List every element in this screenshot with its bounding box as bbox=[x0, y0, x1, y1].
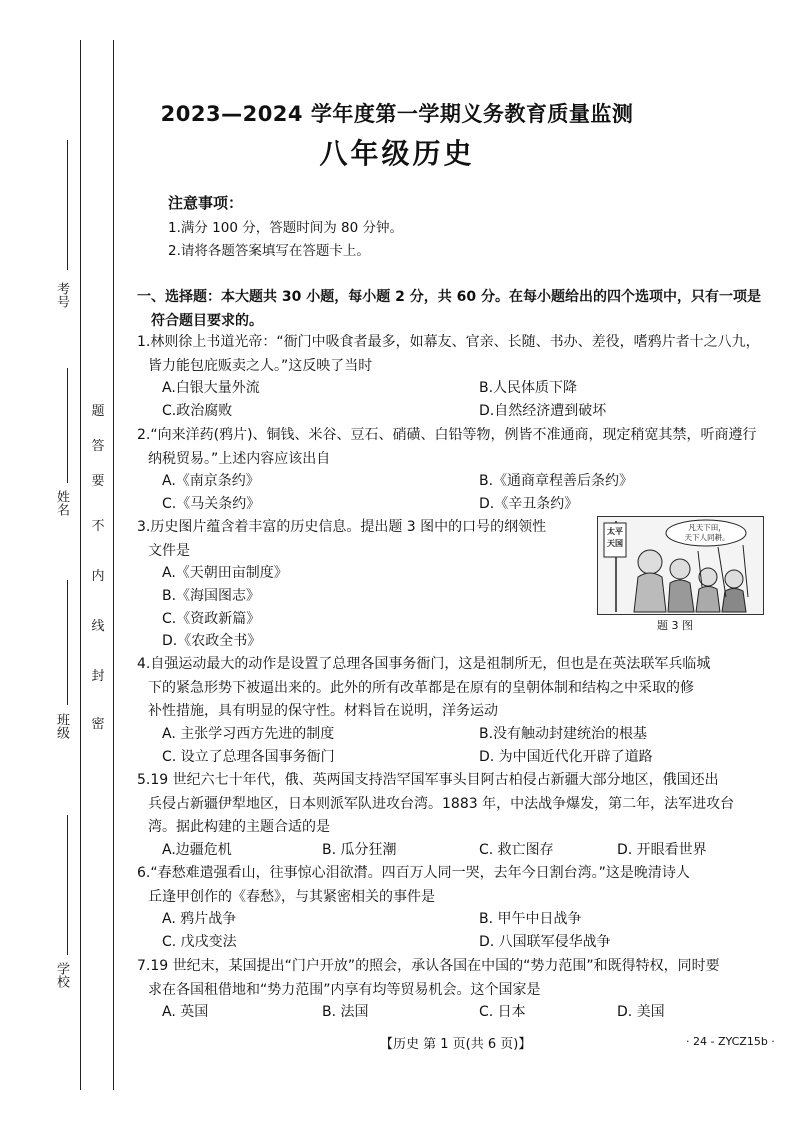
q3-option-d: D.《农政全书》 bbox=[162, 633, 262, 649]
q1-option-c: C.政治腐败 bbox=[162, 403, 233, 419]
figure-caption: 题 3 图 bbox=[657, 619, 693, 632]
subject-title: 八年级历史 bbox=[319, 137, 475, 170]
slogan-line: 天下人同耕。 bbox=[684, 533, 730, 542]
q7-option-b: B. 法国 bbox=[322, 1004, 369, 1020]
binding-line-inner bbox=[113, 40, 114, 1090]
stem-line: 丘逢甲创作的《春愁》，与其紧密相关的事件是 bbox=[148, 888, 435, 905]
q7-option-c: C. 日本 bbox=[479, 1004, 526, 1020]
notes-heading: 注意事项： bbox=[168, 194, 244, 212]
stem-line: 下的紧急形势下被逼出来的。此外的所有改革都是在原有的皇朝体制和结构之中采取的修 bbox=[148, 679, 694, 696]
question-1-stem bbox=[137, 331, 767, 378]
seal-char: 线 bbox=[91, 619, 105, 634]
stem-line: 皆力能包庇贩卖之人。”这反映了当时 bbox=[148, 357, 373, 374]
binding-line-outer bbox=[80, 40, 81, 1090]
q4-option-a: A. 主张学习西方先进的制度 bbox=[162, 726, 335, 742]
question-3-figure bbox=[597, 516, 764, 615]
stem-line: 6.“春愁难遣强看山，往事惊心泪欲潸。四百万人同一哭，去年今日割台湾。”这是晚清诗人 bbox=[137, 865, 690, 881]
question-4-stem bbox=[137, 653, 767, 724]
figure-flag-text bbox=[607, 526, 623, 550]
stem-line: 求在各国租借地和“势力范围”内享有均等贸易机会。这个国家是 bbox=[148, 981, 541, 998]
q4-option-d: D. 为中国近代化开辟了道路 bbox=[479, 749, 653, 765]
q4-option-c: C. 设立了总理各国事务衙门 bbox=[162, 749, 335, 765]
field-label-school: 学校 bbox=[54, 962, 69, 988]
q6-option-b: B. 甲午中日战争 bbox=[479, 911, 582, 927]
seal-char: 不 bbox=[91, 519, 105, 534]
field-blank-class bbox=[67, 580, 68, 705]
q6-option-d: D. 八国联军侵华战争 bbox=[479, 934, 611, 950]
flag-text-line: 天国 bbox=[607, 539, 623, 548]
question-5-stem bbox=[137, 769, 767, 840]
paper-code: · 24 - ZYCZ15b · bbox=[686, 1035, 775, 1048]
q2-option-c: C.《马关条约》 bbox=[162, 496, 261, 512]
flag-text-line: 太平 bbox=[607, 527, 623, 536]
stem-line: 7.19 世纪末，某国提出“门户开放”的照会，承认各国在中国的“势力范围”和既得特权，同时要 bbox=[137, 958, 720, 974]
q1-option-b: B.人民体质下降 bbox=[479, 380, 578, 396]
q7-option-d: D. 美国 bbox=[617, 1004, 665, 1020]
seal-char: 题 bbox=[91, 404, 105, 419]
stem-line: 2.“向来洋药(鸦片)、铜钱、米谷、豆石、硝磺、白铅等物，例皆不准通商，现定稍宽其禁，听商遵行 bbox=[137, 427, 757, 443]
section-heading-line: 符合题目要求的。 bbox=[151, 312, 263, 329]
stem-line: 文件是 bbox=[148, 542, 190, 559]
q1-option-d: D.自然经济遭到破坏 bbox=[479, 403, 607, 419]
field-label-name: 姓名 bbox=[54, 490, 69, 516]
seal-char: 内 bbox=[91, 569, 105, 584]
seal-char: 答 bbox=[91, 439, 105, 454]
q5-option-d: D. 开眼看世界 bbox=[617, 842, 707, 858]
field-label-exam-number: 考号 bbox=[54, 282, 69, 308]
stem-line: 3.历史图片蕴含着丰富的历史信息。提出题 3 图中的口号的纲领性 bbox=[137, 519, 547, 535]
q1-option-a: A.白银大量外流 bbox=[162, 380, 260, 396]
section-heading-line: 一、选择题：本大题共 30 小题，每小题 2 分，共 60 分。在每小题给出的四个选项中，只有一项是 bbox=[137, 289, 761, 305]
slogan-line: 凡天下田， bbox=[688, 523, 726, 532]
q6-option-c: C. 戊戌变法 bbox=[162, 934, 237, 950]
stem-line: 兵侵占新疆伊犁地区，日本则派军队进攻台湾。1883 年，中法战争爆发，第二年，法军进攻台 bbox=[148, 795, 735, 812]
note-item: 2.请将各题答案填写在答题卡上。 bbox=[168, 243, 370, 259]
seal-char: 密 bbox=[91, 717, 105, 732]
exam-title: 2023—2024 学年度第一学期义务教育质量监测 bbox=[160, 102, 634, 126]
question-6-stem bbox=[137, 862, 767, 909]
seal-char: 封 bbox=[91, 669, 105, 684]
q7-option-a: A. 英国 bbox=[162, 1004, 209, 1020]
q4-option-b: B.没有触动封建统治的根基 bbox=[479, 726, 648, 742]
q5-option-b: B. 瓜分狂潮 bbox=[322, 842, 397, 858]
seal-char: 要 bbox=[91, 474, 105, 489]
stem-line: 湾。据此构建的主题合适的是 bbox=[148, 819, 330, 835]
question-2-stem bbox=[137, 424, 767, 471]
q5-option-c: C. 救亡图存 bbox=[479, 842, 554, 858]
page-footer: 【历史 第 1 页(共 6 页)】 bbox=[380, 1037, 532, 1052]
question-3-stem bbox=[137, 516, 587, 563]
q3-option-a: A.《天朝田亩制度》 bbox=[162, 565, 288, 581]
q3-option-b: B.《海国图志》 bbox=[162, 588, 261, 604]
field-label-class: 班级 bbox=[54, 713, 69, 739]
stem-line: 5.19 世纪六七十年代，俄、英两国支持浩罕国军事头目阿古柏侵占新疆大部分地区，俄国还出 bbox=[137, 772, 719, 788]
field-blank-school bbox=[67, 815, 68, 955]
stem-line: 补性措施，具有明显的保守性。材料旨在说明，洋务运动 bbox=[148, 703, 498, 719]
figure-slogan bbox=[676, 523, 738, 543]
q2-option-a: A.《南京条约》 bbox=[162, 473, 260, 489]
q2-option-b: B.《通商章程善后条约》 bbox=[479, 473, 634, 489]
question-7-stem bbox=[137, 955, 767, 1002]
section-heading bbox=[137, 286, 767, 333]
stem-line: 纳税贸易。”上述内容应该出自 bbox=[148, 450, 331, 467]
note-item: 1.满分 100 分，答题时间为 80 分钟。 bbox=[168, 220, 403, 236]
q5-option-a: A.边疆危机 bbox=[162, 842, 232, 858]
q3-option-c: C.《资政新篇》 bbox=[162, 611, 261, 627]
q2-option-d: D.《辛丑条约》 bbox=[479, 496, 579, 512]
field-blank-name bbox=[67, 368, 68, 483]
stem-line: 1.林则徐上书道光帝：“衙门中吸食者最多，如幕友、官亲、长随、书办、差役，嗜鸦片者十之八九， bbox=[137, 334, 760, 350]
q6-option-a: A. 鸦片战争 bbox=[162, 911, 237, 927]
stem-line: 4.自强运动最大的动作是设置了总理各国事务衙门，这是祖制所无，但也是在英法联军兵临城 bbox=[137, 656, 711, 672]
